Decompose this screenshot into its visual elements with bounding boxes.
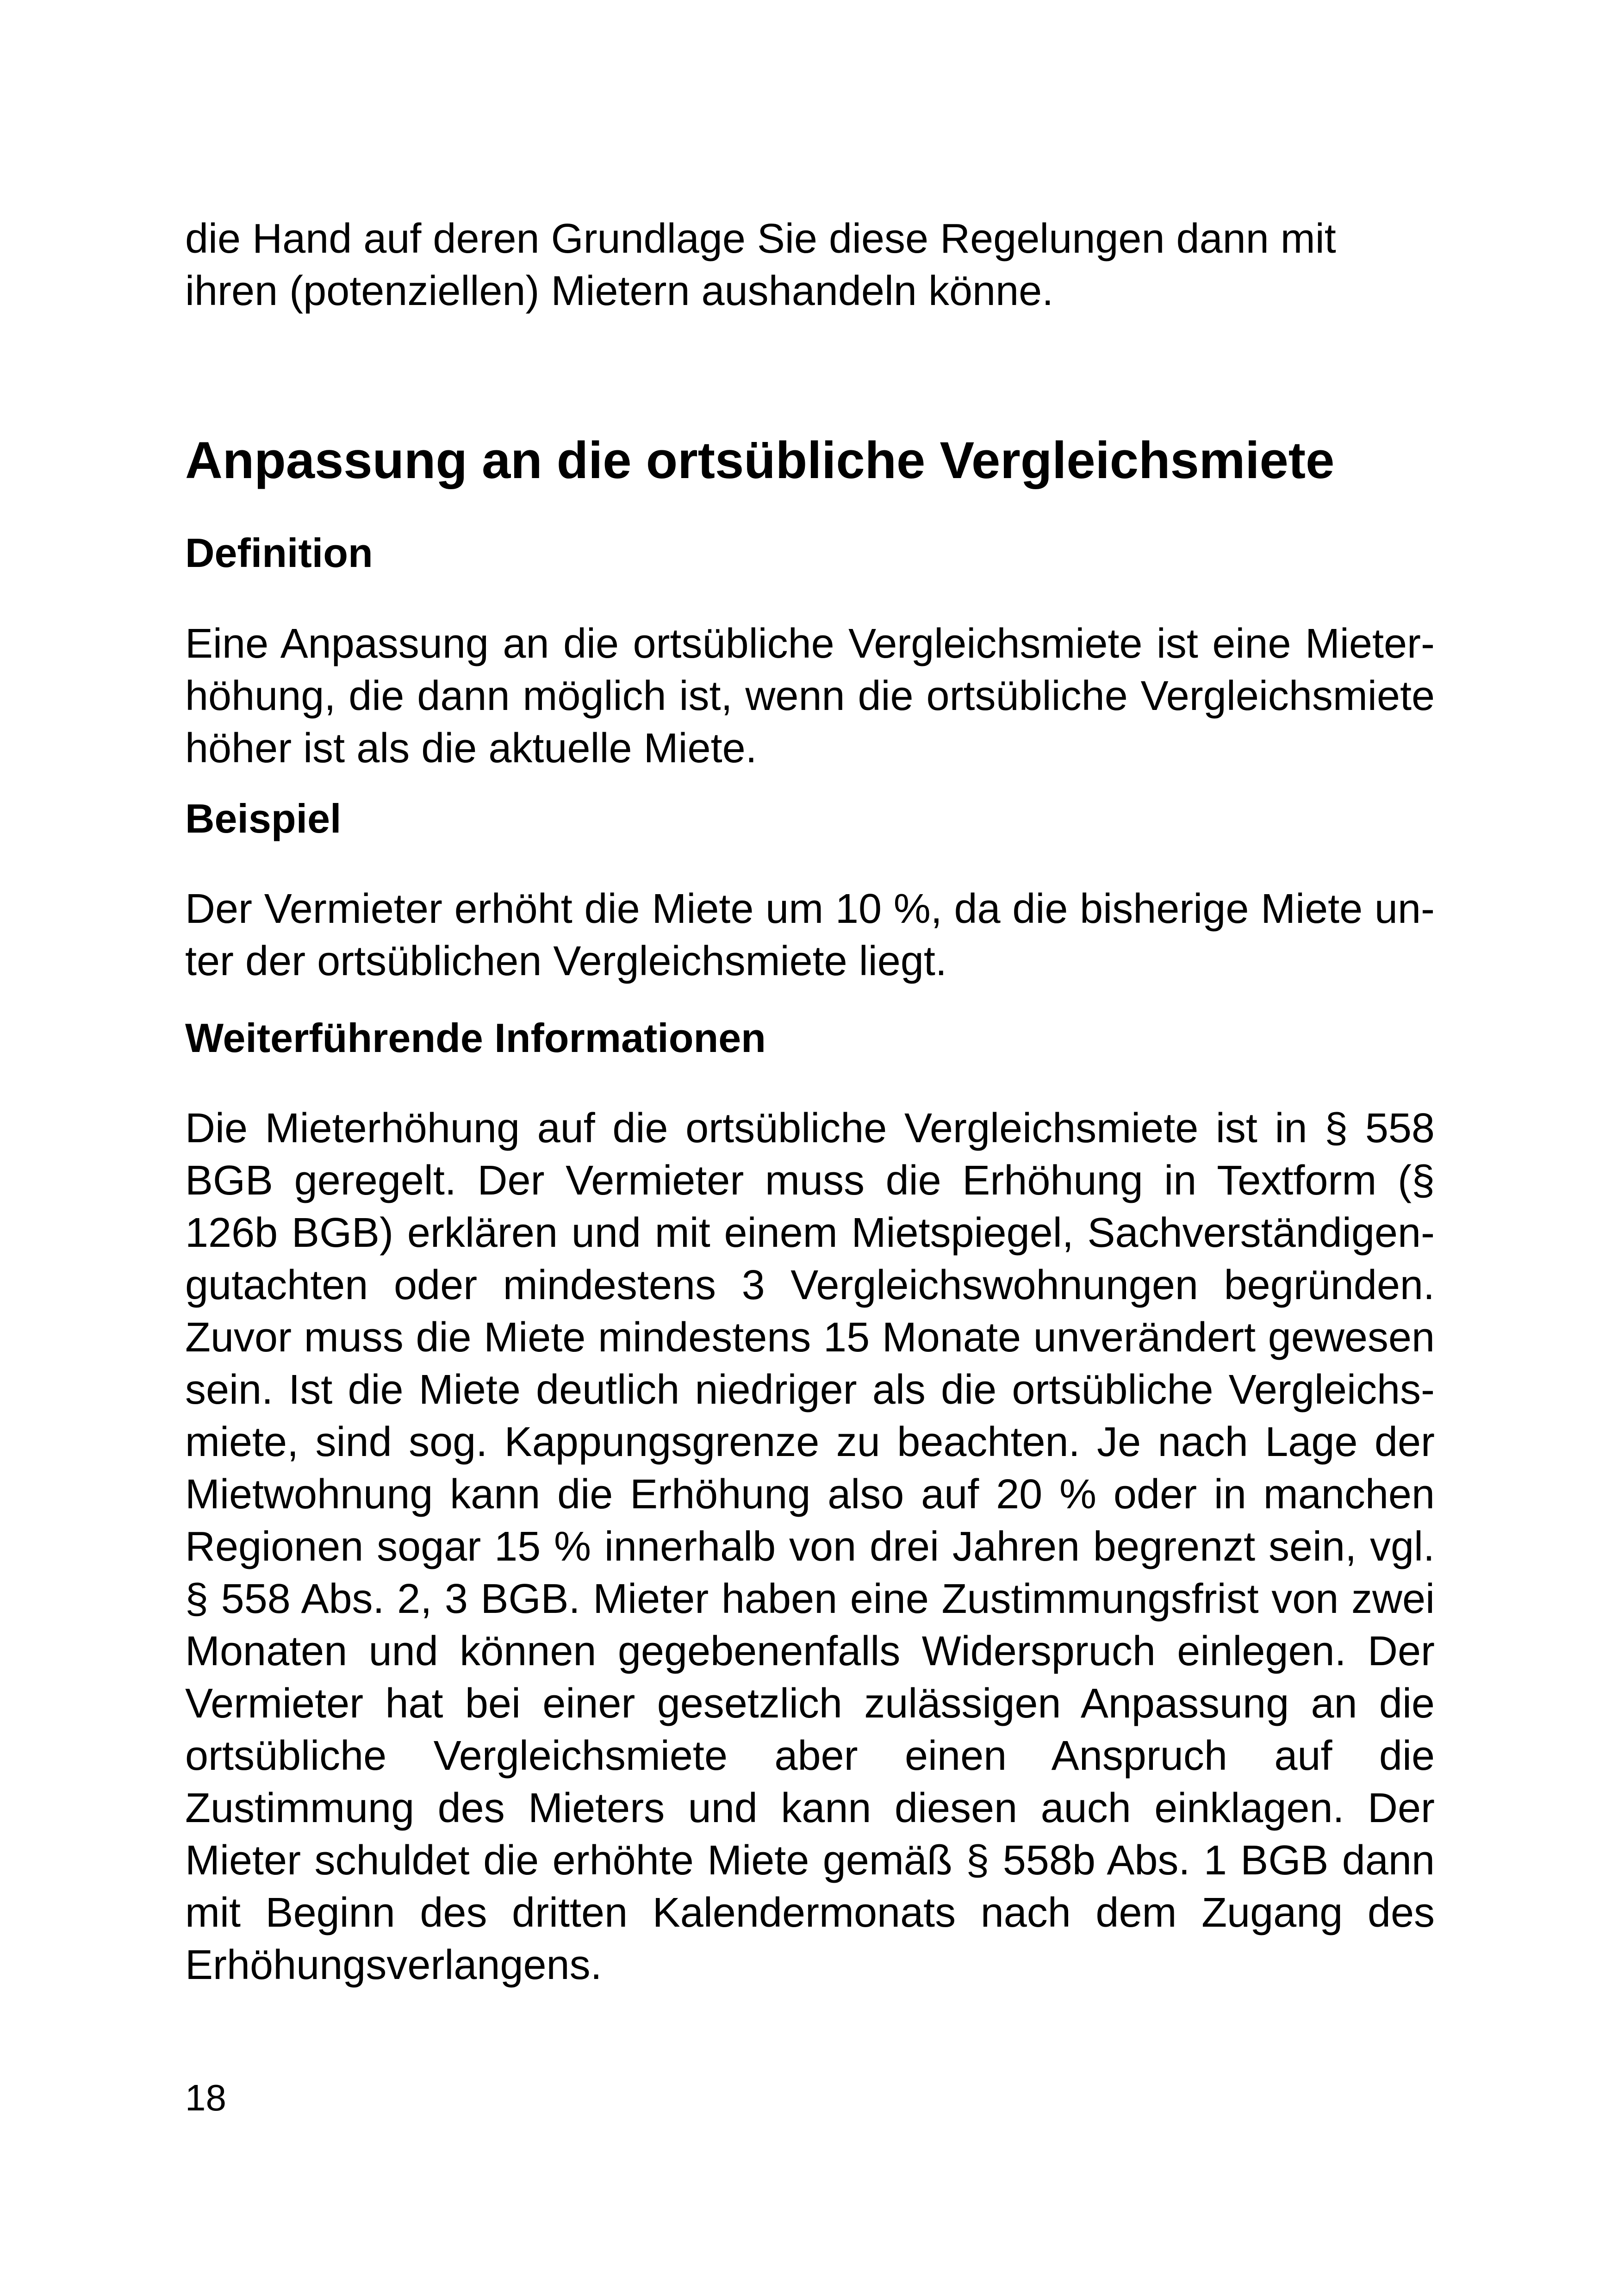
page-number: 18 [185,2077,226,2118]
further-info-paragraph: Die Mieterhöhung auf die ortsübliche Vergleichsmiete ist in § 558 BGB geregelt. Der Vermieter muss die Erhöhung in Textform (§ 126b BGB) erklären und mit einem Mietspiegel, Sachverständigengutachten oder mindestens 3 Vergleichswohnungen begründen. Zuvor muss die Miete mindestens 15 Monate unverändert gewesen sein. Ist die Miete deutlich niedriger als die ortsübliche Vergleichsmiete, sind sog. Kappungsgrenze zu beachten. Je nach Lage der Mietwohnung kann die Erhöhung also auf 20 % oder in manchen Regionen sogar 15 % innerhalb von drei Jahren begrenzt sein, vgl. § 558 Abs. 2, 3 BGB. Mieter haben eine Zustimmungsfrist von zwei Monaten und können gegebenenfalls Widerspruch einlegen. Der Vermieter hat bei einer gesetzlich zulässigen Anpassung an die ortsübliche Vergleichsmiete aber einen Anspruch auf die Zustimmung des Mieters und kann diesen auch einklagen. Der Mieter schuldet die erhöhte Miete gemäß § 558b Abs. 1 BGB dann mit Beginn des dritten Kalendermonats nach dem Zugang des Erhöhungsverlangens. [185,1105,1435,1988]
chapter-title: Anpassung an die ortsübliche Vergleichsmiete [185,431,1335,489]
intro-paragraph: die Hand auf deren Grundlage Sie diese Regelungen dann mit ihren (potenziellen) Mietern aushandeln könne. [185,216,1336,314]
example-heading: Beispiel [185,796,342,841]
definition-paragraph: Eine Anpassung an die ortsübliche Vergleichsmiete ist eine Mieterhöhung, die dann möglich ist, wenn die ortsübliche Vergleichsmiete höher ist als die aktuelle Miete. [185,621,1435,772]
document-page [185,0,1435,2296]
further-info-heading: Weiterführende Informationen [185,1015,766,1061]
example-paragraph: Der Vermieter erhöht die Miete um 10 %, da die bisherige Miete unter der ortsüblichen Vergleichsmiete liegt. [185,886,1435,984]
definition-heading: Definition [185,530,373,576]
